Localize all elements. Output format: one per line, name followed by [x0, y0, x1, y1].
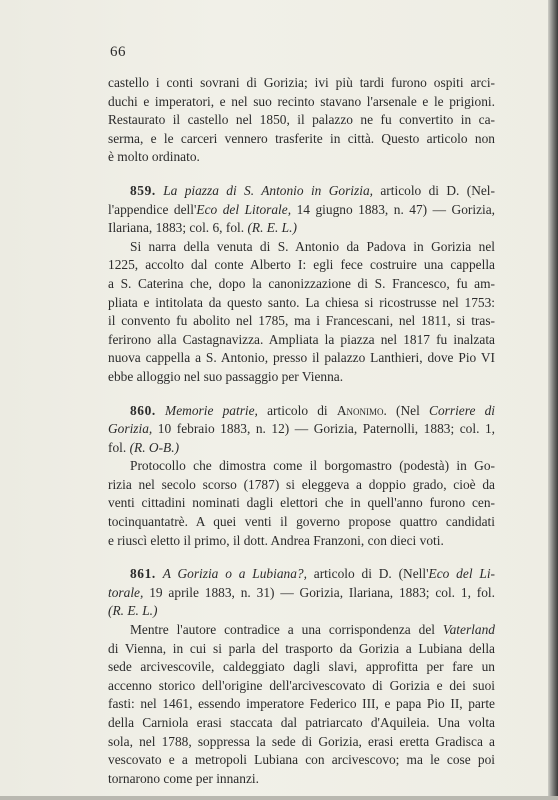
text-line: vescovato e a metropoli Lubiana con arcivescovo; ma le cose poi — [108, 752, 495, 768]
entry-860 — [108, 402, 495, 551]
text-line: tocinquantatrè. A quei venti il governo propose quattro candidati — [108, 514, 495, 530]
entry-citation: articolo di D. (Nel- — [373, 182, 495, 198]
text-line: a S. Caterina che, dopo la canonizzazione di S. Francesco, fu am- — [108, 275, 495, 291]
text-line: venti cittadini nominati dagli elettori che in quell'anno furono cen- — [108, 495, 495, 511]
page-edge-shadow — [548, 0, 558, 800]
text-line: pliata e intitolata da questo santo. La chiesa si ricostrusse nel 1753: — [108, 294, 495, 310]
text-line: tornarono come per innanzi. — [108, 770, 259, 786]
text-line: e riuscì eletto il primo, il dott. Andrea Franzoni, con dieci voti. — [108, 532, 444, 548]
entry-citation-line — [108, 201, 495, 220]
library-sigla: (R. E. L.) — [108, 603, 158, 619]
citation-text: articolo di — [257, 402, 337, 418]
text-line: ferirono alla Castagnavizza. Ampliata la piazza nel 1817 fu inalzata — [108, 331, 495, 347]
citation-text: articolo di D. (Nell' — [306, 566, 429, 582]
text-line: accenno storico dell'origine dell'arcivescovato di Gorizia e dei suoi — [108, 677, 495, 693]
citation-text: (Nel — [386, 402, 430, 418]
entry-author: Anonimo. — [336, 402, 387, 418]
entry-citation-line — [108, 420, 495, 439]
library-sigla: (R. O-B.) — [129, 439, 180, 455]
entry-number: 859. — [130, 182, 156, 198]
text-line — [108, 621, 495, 640]
entry-heading-line — [108, 402, 495, 421]
citation-text: 14 giugno 1883, n. 47) — Gorizia, — [291, 201, 496, 217]
entry-859 — [108, 182, 495, 387]
text-line: serma, e le carceri vennero trasferite in città. Questo articolo non — [108, 130, 495, 146]
citation-text: l'appendice dell' — [108, 201, 197, 217]
text-line: duchi e imperatori, e nel suo recinto stavano l'arsenale e le prigioni. — [108, 93, 495, 109]
entry-citation-line — [108, 584, 495, 603]
text-line: di Vienna, in cui si parla del trasporto da Gorizia a Lubiana della — [108, 640, 495, 656]
intro-paragraph — [108, 74, 495, 167]
text-line: della Carniola erasi staccata dal patriarcato d'Aquileia. Una volta — [108, 715, 495, 730]
periodical-title: Eco del Li- — [428, 566, 495, 582]
periodical-title: torale, — [108, 584, 144, 600]
entry-861 — [108, 565, 495, 788]
library-sigla: (R. E. L.) — [247, 220, 297, 236]
entry-citation-line — [108, 439, 495, 458]
text-line: castello i conti sovrani di Gorizia; ivi più tardi furono ospiti arci- — [108, 75, 495, 90]
entry-number: 860. — [130, 402, 156, 418]
text-line: sede arcivescovile, caldeggiato dagli slavi, approfitta per fare un — [108, 659, 495, 675]
periodical-title: Vaterland — [442, 622, 495, 638]
entry-title: Memorie patrie, — [165, 402, 258, 418]
text-line: 1225, accolto dal conte Alberto I: egli fece costruire una cappella — [108, 257, 495, 273]
periodical-title: Corriere di — [429, 402, 495, 418]
text-line: Protocollo che dimostra come il borgomastro (podestà) in Go- — [130, 458, 495, 474]
text-line: sola, nel 1788, soppressa la sede di Gorizia, erasi eretta Gradisca a — [108, 733, 495, 749]
page-text — [108, 74, 495, 788]
entry-heading-line — [108, 565, 495, 584]
text-line: nuova cappella a S. Antonio, presso il palazzo Lanthieri, dove Pio VI — [108, 350, 495, 366]
citation-text: Mentre l'autore contradice a una corrispondenza del — [130, 622, 443, 638]
entry-citation-line — [108, 219, 495, 238]
citation-text: Ilariana, 1883; col. 6, fol. — [108, 220, 248, 236]
text-line: ebbe alloggio nel suo passaggio per Vienna. — [108, 368, 344, 384]
text-line: Si narra della venuta di S. Antonio da Padova in Gorizia nel — [130, 238, 495, 254]
entry-number: 861. — [130, 566, 156, 582]
text-line: Restaurato il castello nel 1850, il palazzo ne fu convertito in ca- — [108, 112, 495, 128]
periodical-title: Gorizia, — [108, 421, 153, 437]
text-line: rizia nel secolo scorso (1787) si eleggeva a doppio grado, cioè da — [108, 476, 495, 492]
text-line: è molto ordinato. — [108, 149, 200, 165]
page-number: 66 — [110, 44, 126, 60]
citation-text: 10 febraio 1883, n. 12) — Gorizia, Paternolli, 1883; col. 1, — [152, 421, 495, 437]
periodical-title: Eco del Litorale, — [196, 201, 292, 217]
entry-title: A Gorizia o a Lubiana?, — [162, 566, 307, 582]
citation-text: 19 aprile 1883, n. 31) — Gorizia, Ilariana, 1883; col. 1, fol. — [143, 584, 495, 600]
text-line: il convento fu abolito nel 1785, ma i Francescani, nel 1811, si tras- — [108, 313, 495, 329]
page-bottom-edge — [0, 796, 558, 800]
entry-heading-line — [108, 182, 495, 201]
citation-text: fol. — [108, 439, 130, 455]
entry-citation-line — [108, 602, 495, 621]
entry-title: La piazza di S. Antonio in Gorizia, — [163, 182, 373, 198]
text-line: fasti: nel 1461, essendo imperatore Federico III, e papa Pio II, parte — [108, 696, 495, 712]
